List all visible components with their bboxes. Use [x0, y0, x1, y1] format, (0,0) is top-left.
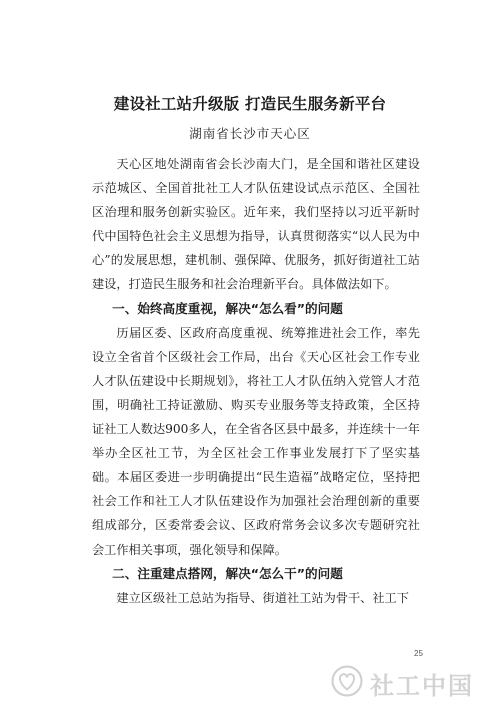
page-number: 25: [414, 649, 423, 658]
document-title: 建设社工站升级版 打造民生服务新平台: [113, 95, 387, 113]
watermark-text: 社工中国: [370, 671, 474, 700]
section-1-paragraph: 历届区委、区政府高度重视、统筹推进社会工作，率先设立全省首个区级社会工作局，出台《天心区社会工作专业人才队伍建设中长期规划》，将社工人才队伍纳入党管人才范围，明确社工持证激励、购买专业服务等支持政策，全区持证社工人数达900多人，在全省各区县中最多，并连续十一年举办全区社工节，为全区社会工作事业发展打下了坚实基础。本届区委进一步明确提出“民生造福”战略定位，坚持把社会工作和社工人才队伍建设作为加强社会治理创新的重要组成部分，区委常委会议、区政府常务会议多次专题研究社会工作相关事项，强化领导和保障。: [92, 325, 420, 557]
document-author: 湖南省长沙市天心区: [189, 126, 311, 141]
watermark: [330, 664, 495, 702]
section-heading-2: 二、注重建点搭网，解决“怎么干”的问题: [112, 565, 343, 581]
heart-hands-logo-icon: [330, 664, 364, 702]
intro-paragraph: 天心区地处湖南省会长沙南大门，是全国和谐社区建设示范城区、全国首批社工人才队伍建设试点示范区、全国社区治理和服务创新实验区。近年来，我们坚持以习近平新时代中国特色社会主义思想为指导，认真贯彻落实“以人民为中心”的发展思想，建机制、强保障、优服务，抓好街道社工站建设，打造民生服务和社会治理新平台。具体做法如下。: [92, 157, 420, 292]
section-heading-1: 一、始终高度重视，解决“怎么看”的问题: [112, 300, 343, 316]
section-2-paragraph: 建立区级社工总站为指导、街道社工站为骨干、社工下: [116, 590, 409, 605]
document-body: [92, 152, 420, 610]
